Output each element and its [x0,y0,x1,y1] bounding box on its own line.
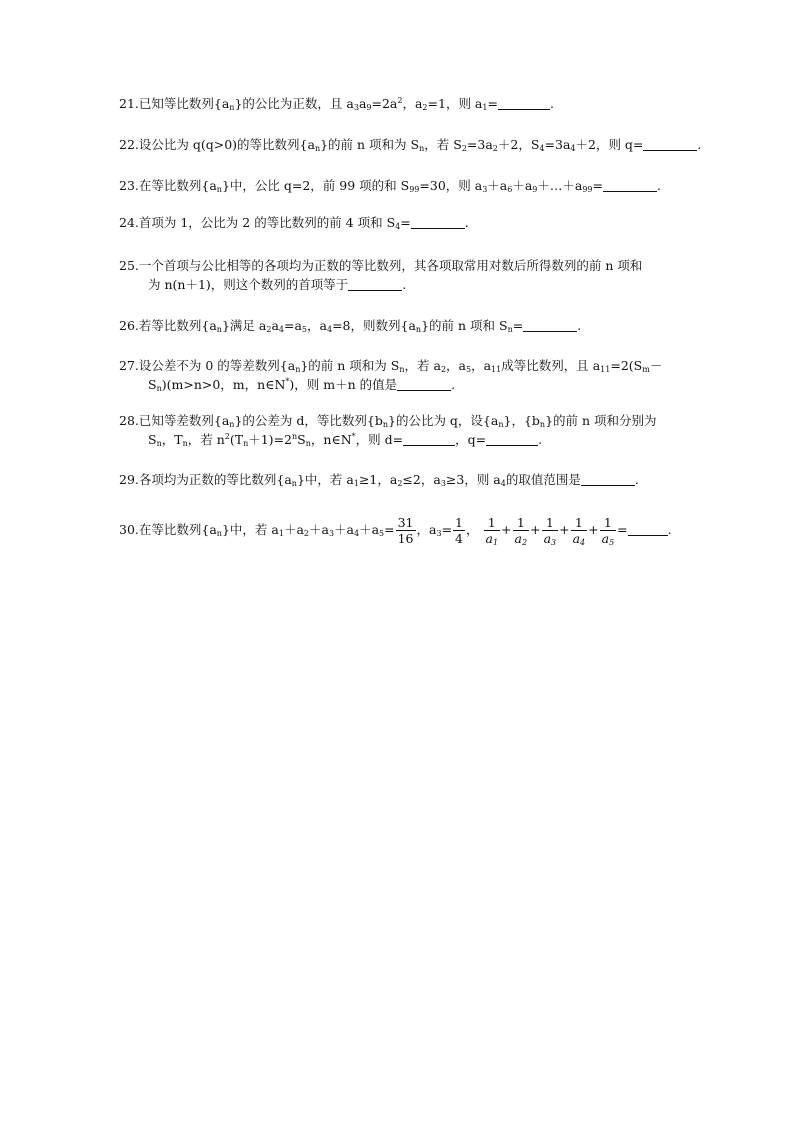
problem-22: 22.设公比为 q(q>0)的等比数列$\{a_n\}$的前 n 项和为 $S_n$，若 $S_2=3a_2+2$，$S_4=3a_4+2$，则 q= . [119,137,702,153]
problem-27-line-2: $S_n)(m>n>0$，m，n∈N*)，则 m＋n 的值是 . [148,377,456,393]
fraction-1-4: $\frac{1}{4}$ [455,515,463,546]
problem-29: 29.各项均为正数的等比数列$\{a_n\}$中，若 $a_1\ge 1$，$a_2\le 2$，$a_3\ge 3$，则 $a_4$的取值范围是 . [119,472,639,488]
problem-23: 23.在等比数列$\{a_n\}$中，公比 q=2，前 99 项的和 $S_{99}=30$，则 $a_3+a_6+a_9+\dots+a_{99}=$ . [119,178,661,194]
problem-27-line-1: 27.设公差不为 0 的等差数列$\{a_n\}$的前 n 项和为 $S_n$，若 $a_2$，$a_5$，$a_{11}$成等比数列，且 $a_{11}=2(S_m-$ [119,358,663,374]
answer-blank[interactable] [643,138,697,151]
reciprocal-a4: $\frac{1}{a_4}$ [572,515,586,547]
answer-blank[interactable] [498,97,550,110]
answer-blank[interactable] [581,473,635,486]
problem-26: 26.若等比数列$\{a_n\}$满足 $a_2a_4=a_5$，$a_4=8$，则数列$\{a_n\}$的前 n 项和 $S_n=$ . [119,318,582,334]
fraction-31-16: $\frac{31}{16}$ [397,515,414,546]
problem-25 [119,256,709,294]
problem-28-line-2: $S_n$，$T_n$，若 $n^2(T_n+1)=2^nS_n$，n∈N*，则 d= ，q= . [148,432,543,448]
problem-25-line-2: 为 n(n＋1)，则这个数列的首项等于 . [148,277,407,292]
reciprocal-a5: $\frac{1}{a_5}$ [601,515,615,547]
answer-blank-q[interactable] [486,433,538,446]
reciprocal-a2: $\frac{1}{a_2}$ [514,515,528,547]
problem-28-line-1: 28.已知等差数列$\{a_n\}$的公差为 d，等比数列$\{b_n\}$的公比为 q，设$\{a_n\}$，$\{b_n\}$的前 n 项和分别为 [119,413,657,429]
problem-28 [119,411,709,449]
problem-30: 30.在等比数列$\{a_n\}$中，若 $a_1+a_2+a_3+a_4+a_5=$ $\frac{31}{16}$ ，$a_3=$ $\frac{1}{4}$ ， $\frac{1}{a_1}$ + $\frac{1}{a_2}$ + $\frac{1}{a_3}$ + $\frac{1}{a_4}$ + $\frac{1}{a_5}$ = . [119,515,672,547]
problem-25-line-1: 25.一个首项与公比相等的各项均为正数的等比数列，其各项取常用对数后所得数列的前 n 项和 [119,258,643,273]
problem-21: 21.已知等比数列$\{a_n\}$的公比为正数，且 $a_3a_9=2a^2$，$a_2=1$，则 $a_1=$ . [119,96,554,112]
answer-blank[interactable] [397,378,451,391]
answer-blank[interactable] [523,319,577,332]
answer-blank-d[interactable] [403,433,455,446]
reciprocal-a1: $\frac{1}{a_1}$ [485,515,499,547]
problem-24: 24.首项为 1，公比为 2 的等比数列的前 4 项和 $S_4=$ . [119,215,469,231]
answer-blank[interactable] [411,216,465,229]
answer-blank[interactable] [603,179,657,192]
answer-blank[interactable] [628,523,668,536]
problem-27 [119,356,709,394]
answer-blank[interactable] [348,278,402,291]
reciprocal-a3: $\frac{1}{a_3}$ [543,515,557,547]
